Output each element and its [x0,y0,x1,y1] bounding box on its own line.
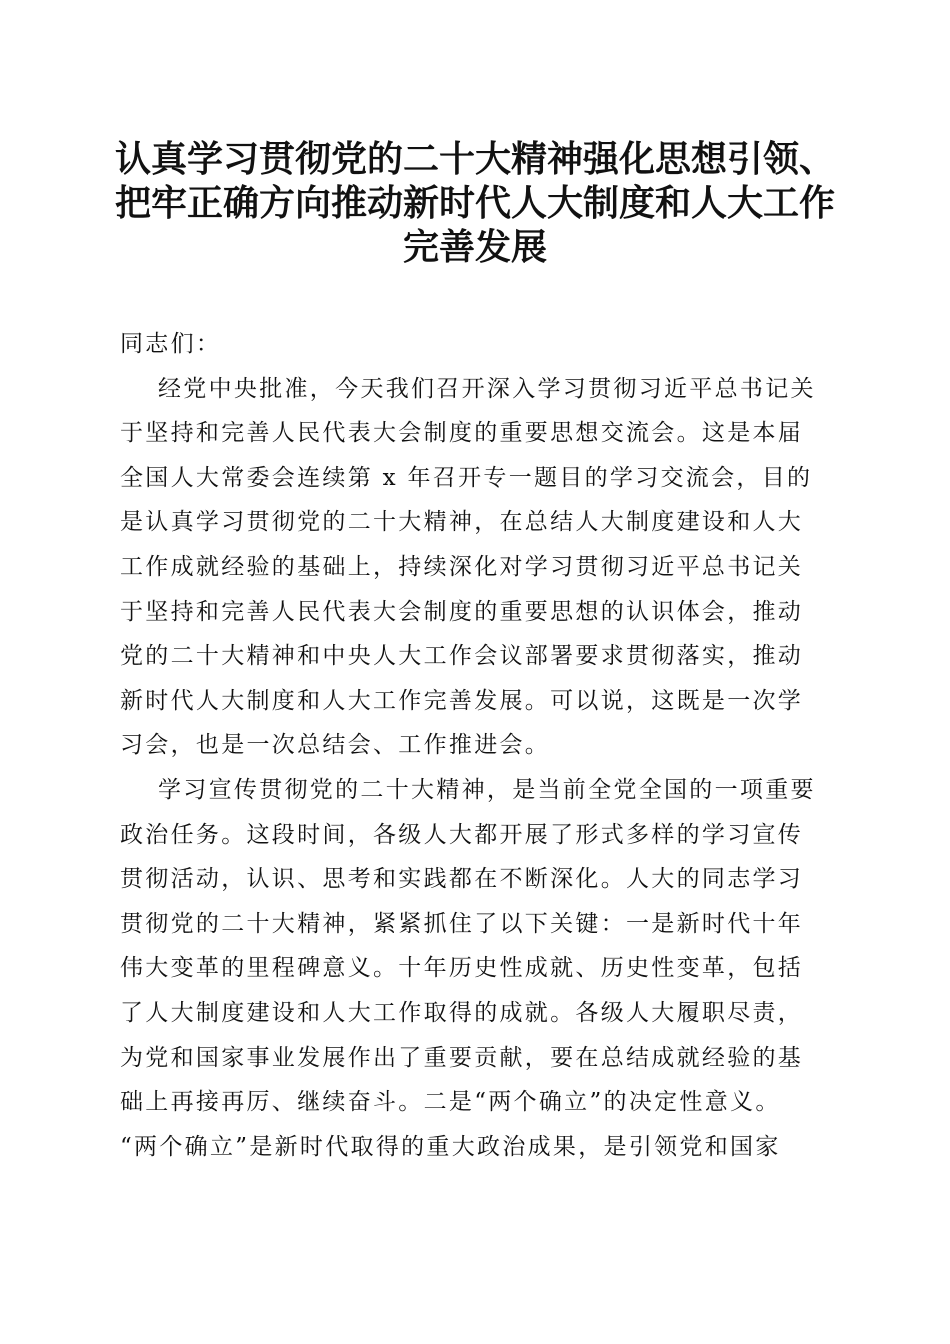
paragraph-1-line: 工作成就经验的基础上，持续深化对学习贯彻习近平总书记关 [120,553,804,580]
paragraph-1-line: 全国人大常委会连续第 x 年召开专一题目的学习交流会，目的 [120,464,813,491]
title-line-1: 认真学习贯彻党的二十大精神强化思想引领、 [114,138,835,180]
paragraph-2-line: 贯彻党的二十大精神，紧紧抓住了以下关键：一是新时代十年 [120,910,804,937]
paragraph-2-line: 为党和国家事业发展作出了重要贡献，要在总结成就经验的基 [120,1044,804,1071]
paragraph-1-line: 习会，也是一次总结会、工作推进会。 [120,732,551,759]
document-body [120,322,825,1169]
paragraph-1-line: 经党中央批准，今天我们召开深入学习贯彻习近平总书记关 [158,375,816,402]
document-title [100,137,850,269]
paragraph-1-line: 党的二十大精神和中央人大工作会议部署要求贯彻落实，推动 [120,643,804,670]
title-line-3: 完善发展 [402,226,547,268]
paragraph-1-line: 是认真学习贯彻党的二十大精神，在总结人大制度建设和人大 [120,509,804,536]
paragraph-2-line: 政治任务。这段时间，各级人大都开展了形式多样的学习宣传 [120,821,804,848]
paragraph-2-line: 学习宣传贯彻党的二十大精神，是当前全党全国的一项重要 [158,776,816,803]
paragraph-1 [120,367,825,768]
salutation: 同志们： [120,331,222,357]
paragraph-2 [120,768,825,1169]
paragraph-2-line: 伟大变革的里程碑意义。十年历史性成就、历史性变革，包括 [120,955,804,982]
paragraph-2-line: 础上再接再厉、继续奋斗。二是“两个确立”的决定性意义。 [120,1089,781,1116]
paragraph-1-line: 新时代人大制度和人大工作完善发展。可以说，这既是一次学 [120,687,804,714]
paragraph-2-line: “两个确立”是新时代取得的重大政治成果，是引领党和国家 [120,1133,781,1160]
paragraph-2-line: 贯彻活动，认识、思考和实践都在不断深化。人大的同志学习 [120,866,804,893]
paragraph-1-line: 于坚持和完善人民代表大会制度的重要思想的认识体会，推动 [120,598,804,625]
title-line-2: 把牢正确方向推动新时代人大制度和人大工作 [114,182,835,224]
paragraph-1-line: 于坚持和完善人民代表大会制度的重要思想交流会。这是本届 [120,420,804,447]
paragraph-2-line: 了人大制度建设和人大工作取得的成就。各级人大履职尽责， [120,999,804,1026]
